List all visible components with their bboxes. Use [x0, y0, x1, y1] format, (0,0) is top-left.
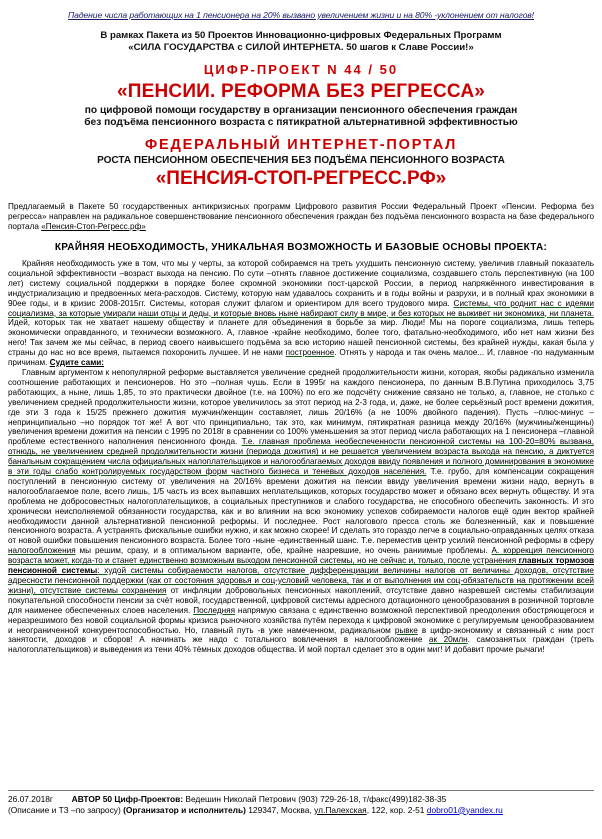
footer-divider — [8, 790, 594, 791]
p1-text-a: Крайняя необходимость уже в том, что мы у черты, за которой собираемся на треть ухудшить пенсионную систему, увеличив главный показатель социальной эффективности –возраст выхода на пенсию. По сути –отнять главное достижение социализма, создавшего столь перспективную (на 100 лет) систему социальной поддержки в порядке более скромной экономики пост-царской России, в период напряжённого инвестирования в индустриализацию и предвоенных мега-расходов. Систему, которую нам удавалось сохранить и в годы войны и разрухи, и в полный крах экономики в 90ее годы, и в кризис 2008-2015гг. Системы, которая служит флагом и ориентиром для всего трудового мира. — [8, 259, 594, 308]
package-line-1: В рамках Пакета из 50 Проектов Инновационно-цифровых Федеральных Программ — [100, 30, 502, 41]
p2-underlined-2: налогообложения — [8, 546, 76, 556]
package-line-2: «СИЛА ГОСУДАРСТВА с СИЛОЙ ИНТЕРНЕТА. 50 шагов к Славе России!» — [128, 42, 474, 53]
p2-text-f: в цифр-экономику и связанный с ним рост занятости, доходов и сборов! А начинать же надо с тотального вовлечения в налогообложение — [8, 625, 594, 645]
p2-underlined-5: Последняя — [193, 605, 236, 615]
intro-text: Предлагаемый в Пакете 50 государственных антикризисных программ Цифрового развития России Федеральный Проект «Пенсии. Реформа без регресса» направлен на радикальное совершенствование пенсионного обеспечения граждан без подъёма пенсионного возраста на базе федерального портала — [8, 202, 594, 231]
top-statement: Падение числа работающих на 1 пенсионера на 20% вызвано увеличением жизни и на 80% -уклонением от налогов! — [68, 10, 534, 20]
p1-text-c: . Отнять у народа и так очень малое... И, главное -по надуманным причинам. — [8, 348, 594, 368]
p2-underlined-3: А. коррекция пенсионного возраста может, когда-то и станет единственно возможным выходом пенсионной системы, но не сейчас и, только, после устранения — [8, 546, 594, 566]
p1-underlined: Системы, что роднит нас с идеями социализма, за которые умирали наши отцы и деды, и которые вновь ныне набирают силу в мире, и без которых не выживет ни экономика, ни планета. — [8, 298, 594, 318]
page-footer — [8, 794, 594, 815]
portal-subheading: РОСТА ПЕНСИОННОМ ОБЕСПЕЧЕНИЯ БЕЗ ПОДЪЁМА ПЕНСИОННОГО ВОЗРАСТА — [97, 155, 505, 166]
page-subtitle — [8, 105, 594, 129]
p2-text-d: от инфляции добровольных пенсионных накоплений, отсутствие давно назревшей системы стабилизации покупательной способности пенсии за счёт новой, государственной, цифровой системы адресного дотационного ценообразования в розничной торговле для наименее обеспеченных слоев населения. — [8, 585, 594, 615]
portal-heading: ФЕДЕРАЛЬНЫЙ ИНТЕРНЕТ-ПОРТАЛ — [144, 137, 458, 153]
page-title: «ПЕНСИИ. РЕФОРМА БЕЗ РЕГРЕССА» — [116, 81, 486, 102]
p2-text-c: мы решим, сразу, и в оптимальном варианте, обе, крайне назревшие, но очень раниимые проблемы. — [75, 546, 492, 556]
paragraph-1 — [8, 259, 594, 368]
footer-date: 26.07.2018г — [8, 794, 53, 804]
p2-underlined-6: рывке — [394, 625, 418, 635]
p1-bold-underlined: Судите сами: — [49, 358, 105, 368]
portal-reference: «Пенсия-Стоп-Регресс.рф» — [41, 222, 146, 231]
footer-email-link[interactable]: dobro01@yandex.ru — [426, 804, 503, 815]
footer-organizer-label: (Организатор и исполнитель) — [123, 804, 246, 815]
p2-bold-underlined: главных тормозов пенсионной системы — [8, 556, 594, 576]
p2-text-g: . самозанятых граждан (треть налогоплательщиков) и выведения из тени 40% тёмных доходов общества. И мой портал сделает это в один миг! И добавит прочие рычаги! — [8, 635, 594, 655]
footer-author: Ведешин Николай Петрович (903) 729-26-18, т/факс(499)182-38-35 — [183, 794, 447, 804]
paragraph-2 — [8, 368, 594, 655]
p1-underlined-2: построенное — [285, 348, 335, 358]
subtitle-line-1: по цифровой помощи государству в организации пенсионного обеспечения граждан — [84, 105, 518, 116]
document-page — [0, 10, 602, 839]
intro-paragraph — [8, 202, 594, 232]
p2-text-b: Т.е. грубо, для компенсации сокращения поступлений в пенсионную систему от увеличения на 20/16% времени дожития на пенсии ввиду увеличения времени жизни надо, вернуть в налогооблагаемое поле, всего лишь, 1/5 часть из всех выпавших неплательщиков, которых государство может и обязано всех вернуть обществу. И эта проблема не добросовестных налогоплательщиков, а социальных преступников и слабого государства, не способного обеспечить законность. И это хронически неисполняемой обязанности государства, как и во влиянии на всю экономику успехов собираемости налогов ещё один вектор крайней необходимости данной альтернативной пенсионной реформы. И последнее. Рост налогового пресса столь же болезненный, как и повышение пенсионного возраста. А устранять фискальные ошибки нужно, и как можно скорее! И сделать это гораздо легче в социально-оправданных целях отказа от новой ошибки повышения пенсионного возраста. Более того -ныне -единственный шанс. Т.е. переместив центр усилий пенсионной реформы в сферу — [8, 467, 594, 546]
footer-street: ул.Палехская — [314, 804, 367, 815]
p2-underlined-4: : худой системы собираемости налогов, отсутствие дифференциации величины налогов от величины доходов, отсутствие адресности пенсионной поддержки (как от состояния здоровья и соц-условий человека, так и от выполнения им соц-обязательств на протяжении всей жизни), отсутствие системы сохранения — [8, 566, 594, 595]
subtitle-line-2: без подъёма пенсионного возраста с пятикратной альтернативной эффективностью — [84, 117, 518, 128]
p2-text-e: напрямую связана с единственно возможной перспективой преодоления обостряющегося и неразрешимого без новой социальной формы кризиса рыночного хозяйства путём перехода к цифровой экономике с регулируемым ценообразованием и неограниченной конкурентоспособностью. Но, главный путь -в уже намеченном, радикальном — [8, 605, 594, 635]
footer-address: 129347, Москва, — [245, 804, 315, 815]
footer-row-1 — [8, 794, 594, 805]
package-heading — [8, 30, 594, 54]
portal-name: «ПЕНСИЯ-СТОП-РЕГРЕСС.РФ» — [155, 168, 447, 189]
p1-text-b: Идей, которых так не хватает нашему обществу и планете для объединения в борьбе за мир. Люди! Мы на пороге социализма, лишь теперь экономически оправданного, и технически возможного. А, главное -крайне необходимо, более того, фатально-необходимого, ибо нет нам жизни без него! Так зачем же мы сейчас, в период своего наивысшего подъёма за всю историю нашей пенсионной системы, без крайней нужды, какая была у страны до нас но все время, пытаемся похоронить лучшее. И не нами — [8, 318, 594, 358]
footer-note: (Описание и ТЗ –по запросу) — [8, 804, 121, 815]
p2-text-a: Главным аргументом к непопулярной реформе выставляется увеличение средней продолжительности жизни, которая, якобы радикально изменила соотношение работающих и пенсионеров. Но это –полная чушь. Если в 1995г на каждого пенсионера, по данным В.В.Путина приходилось 3,75 работающих, а ныне, лишь 1,85, то это практически двойное (т.е. на 100%) по его же подсчёту снижение связано не только, а, главное, не столько с увеличением средней продолжительности жизни, которое увеличилось за этот период на 2-3 года, и, даже, не более серьёзный рост времени дожития, где эти 3 года к 15/25 прежнего дожития мужчин/женщин составляет, лишь 20/16% (а не 100% двойного падения). Пусть –плюс-минус –непринципиально –но порядок тот же! А вот что принципиально, так это, как минимум, пятикратная разница между 20/16% (мужчины/женщины) увеличения времени дожития на пенсии с 1995 по 2018г в сравнении со 100% уменьшения за этот период числа работающих на 1 пенсионера –главной проблеме естественного наполнения пенсионного фонда. — [8, 367, 594, 447]
project-number: ЦИФР-ПРОЕКТ N 44 / 50 — [203, 62, 399, 77]
p2-underlined: Т.е. главная проблема необеспеченности пенсионной системы на 100-20=80% вызвана, отнюдь, не увеличением средней продолжительности жизни (периода дожития) и не решается увеличением возраста выхода на пенсию, а диктуется банальным сокращением числа официальных налоплательщиков и налогооблагаемых доходов ввиду появления и полного доминирования в экономике в эти годы слабо контролируемых государством форм частного бизнеса и теневых доходов населения. — [8, 437, 594, 477]
p2-underlined-7: ак 20млн — [428, 635, 468, 645]
section-heading: КРАЙНЯЯ НЕОБХОДИМОСТЬ, УНИКАЛЬНАЯ ВОЗМОЖНОСТЬ И БАЗОВЫЕ ОСНОВЫ ПРОЕКТА: — [54, 242, 548, 253]
footer-row-2 — [8, 805, 594, 816]
footer-address-rest: , 122, кор. 2-51 — [366, 804, 427, 815]
body-text — [8, 259, 594, 737]
footer-author-label: АВТОР 50 Цифр-Проектов: — [71, 794, 184, 804]
